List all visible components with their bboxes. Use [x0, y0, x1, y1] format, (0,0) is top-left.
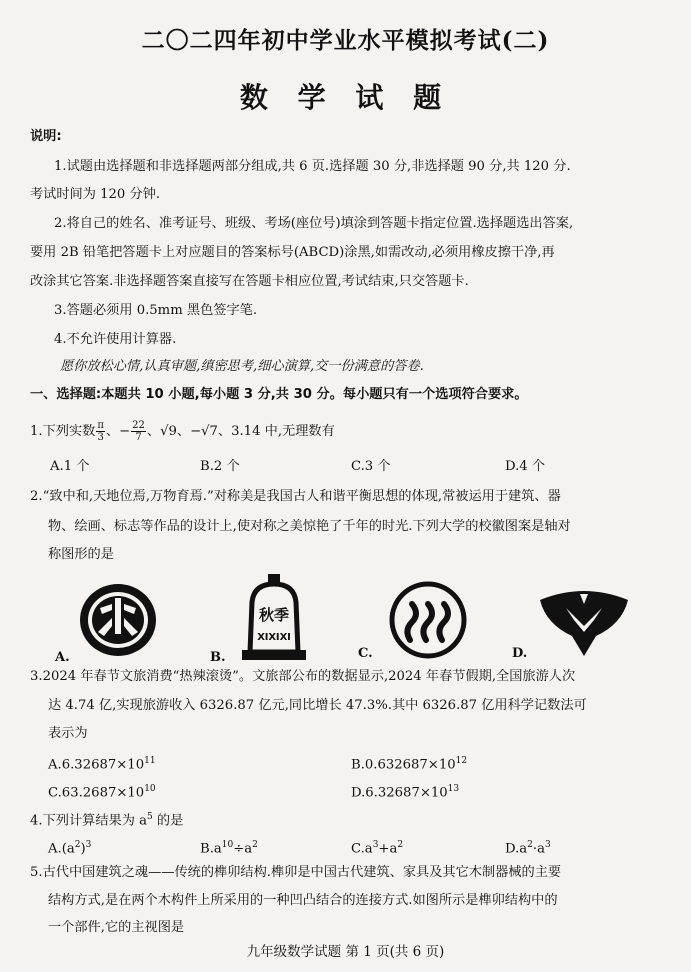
- q3-option-c: [48, 780, 156, 802]
- question-2-line: 2.“致中和,天地位焉,万物育焉.”对称美是我国古人和谐平衡思想的体现,常被运用于建筑、器: [30, 489, 561, 504]
- question-2-line: 物、绘画、标志等作品的设计上,使对称之美惊艳了千年的时光.下列大学的校徽图案是轴对: [48, 519, 571, 534]
- question-3-line: 达 4.74 亿,实现旅游收入 6326.87 亿元,同比增长 47.3%.其中 6326.87 亿用科学记数法可: [48, 698, 587, 713]
- instruction-line: 要用 2B 铅笔把答题卡上对应题目的答案标号(ABCD)涂黑,如需改动,必须用橡皮擦干净,再: [30, 245, 555, 260]
- opt-text: ÷a: [233, 841, 253, 857]
- question-5-line: 5.古代中国建筑之魂——传统的榫卯结构.榫卯是中国古代建筑、家具及其它木制器械的主要: [30, 865, 562, 880]
- frac-num: π: [97, 420, 104, 431]
- opt-exp: 2: [252, 840, 258, 850]
- instruction-line: 3.答题必须用 0.5mm 黑色签字笔.: [54, 303, 258, 318]
- question-5-line: 结构方式,是在两个木构件上所采用的一种凹凸结合的连接方式.如图所示是榫卯结构中的: [48, 893, 558, 908]
- instruction-line: 改涂其它答案.非选择题答案直接写在答题卡相应位置,考试结束,只交答题卡.: [30, 274, 469, 289]
- opt-exp: 13: [447, 784, 460, 794]
- instruction-line: 1.试题由选择题和非选择题两部分组成,共 6 页.选择题 30 分,非选择题 90 分,共 120 分.: [54, 159, 571, 174]
- q3-option-b: [351, 752, 467, 774]
- q1-option-b: B.2 个: [200, 459, 240, 474]
- frac-den: 7: [135, 432, 142, 443]
- q4-stem-text: 4.下列计算结果为 a: [30, 813, 147, 829]
- instruction-line: 考试时间为 120 分钟.: [30, 187, 161, 202]
- opt-text: C.63.2687×10: [48, 785, 145, 801]
- emblem-a-label: A.: [55, 650, 70, 665]
- emblem-d-bird-icon: [536, 586, 632, 658]
- emblem-b-text: 秋季: [258, 606, 290, 624]
- q4-option-d: [505, 836, 551, 858]
- emblem-d-label: D.: [512, 646, 528, 661]
- opt-exp: 10: [221, 840, 234, 850]
- q1-neg: 、−: [105, 424, 131, 439]
- opt-exp: 3: [544, 840, 551, 850]
- q4-option-b: [200, 836, 258, 858]
- opt-exp: 2: [527, 840, 533, 850]
- q1-option-c: C.3 个: [351, 459, 391, 474]
- opt-text: C.a: [351, 841, 373, 857]
- opt-text: D.6.32687×10: [351, 785, 448, 801]
- question-5-line: 一个部件,它的主视图是: [48, 920, 185, 935]
- section1-heading: 一、选择题:本题共 10 小题,每小题 3 分,共 30 分。每小题只有一个选项符合要求。: [30, 387, 528, 402]
- opt-exp: 2: [397, 840, 404, 850]
- q1-prefix: 1.下列实数: [30, 424, 96, 439]
- q1-option-d: D.4 个: [505, 459, 546, 474]
- opt-text: D.a: [505, 841, 528, 857]
- frac-num: 22: [132, 420, 145, 431]
- opt-text: ·a: [532, 841, 545, 857]
- emblem-a-icon: [78, 582, 158, 658]
- emblem-c-icon: [388, 580, 468, 660]
- exam-subtitle: 数 学 试 题: [239, 81, 452, 114]
- instruction-line: 4.不允许使用计算器.: [54, 332, 177, 347]
- emblem-b-bell-icon: [238, 572, 310, 664]
- instructions-heading: 说明:: [30, 129, 62, 144]
- opt-text: +a: [378, 841, 398, 857]
- opt-text: ): [80, 841, 86, 857]
- question-1-stem: [30, 420, 335, 443]
- opt-text: B.a: [200, 841, 222, 857]
- opt-exp: 12: [455, 756, 468, 766]
- question-4-stem: [30, 808, 183, 830]
- q4-option-c: [351, 836, 403, 858]
- opt-exp: 11: [144, 756, 156, 766]
- fraction-pi-over-3: [96, 420, 105, 443]
- opt-exp: 3: [85, 840, 92, 850]
- fraction-22-over-7: [131, 420, 146, 443]
- exam-title: 二〇二四年初中学业水平模拟考试(二): [141, 27, 550, 54]
- opt-text: B.0.632687×10: [351, 757, 456, 773]
- opt-text: A.6.32687×10: [48, 757, 145, 773]
- q4-option-a: [48, 836, 91, 858]
- question-3-line: 表示为: [48, 726, 88, 741]
- q3-option-a: [48, 752, 156, 774]
- emblem-b-numerals: ⅪⅪⅪ: [257, 632, 291, 643]
- opt-exp: 2: [74, 840, 81, 850]
- q4-stem-exp: 5: [146, 812, 153, 822]
- q4-stem-end: 的是: [152, 813, 184, 829]
- opt-exp: 10: [144, 784, 156, 794]
- emblem-c-label: C.: [358, 646, 373, 661]
- wish-line: 愿你放松心情,认真审题,缜密思考,细心演算,交一份满意的答卷.: [60, 359, 424, 374]
- frac-den: 3: [97, 432, 104, 443]
- q1-option-a: A.1 个: [50, 459, 90, 474]
- question-3-line: 3.2024 年春节文旅消费“热辣滚烫”。文旅部公布的数据显示,2024 年春节假期,全国旅游人次: [30, 669, 576, 684]
- opt-text: A.(a: [48, 841, 75, 857]
- q3-option-d: [351, 780, 459, 802]
- emblem-b-label: B.: [210, 650, 226, 665]
- instruction-line: 2.将自己的姓名、准考证号、班级、考场(座位号)填涂到答题卡指定位置.选择题选出答案,: [54, 216, 574, 231]
- page-footer: 九年级数学试题 第 1 页(共 6 页): [246, 944, 445, 960]
- question-2-line: 称图形的是: [48, 547, 114, 562]
- q1-rest: 、√9、−√7、3.14 中,无理数有: [146, 424, 335, 439]
- opt-exp: 3: [372, 840, 379, 850]
